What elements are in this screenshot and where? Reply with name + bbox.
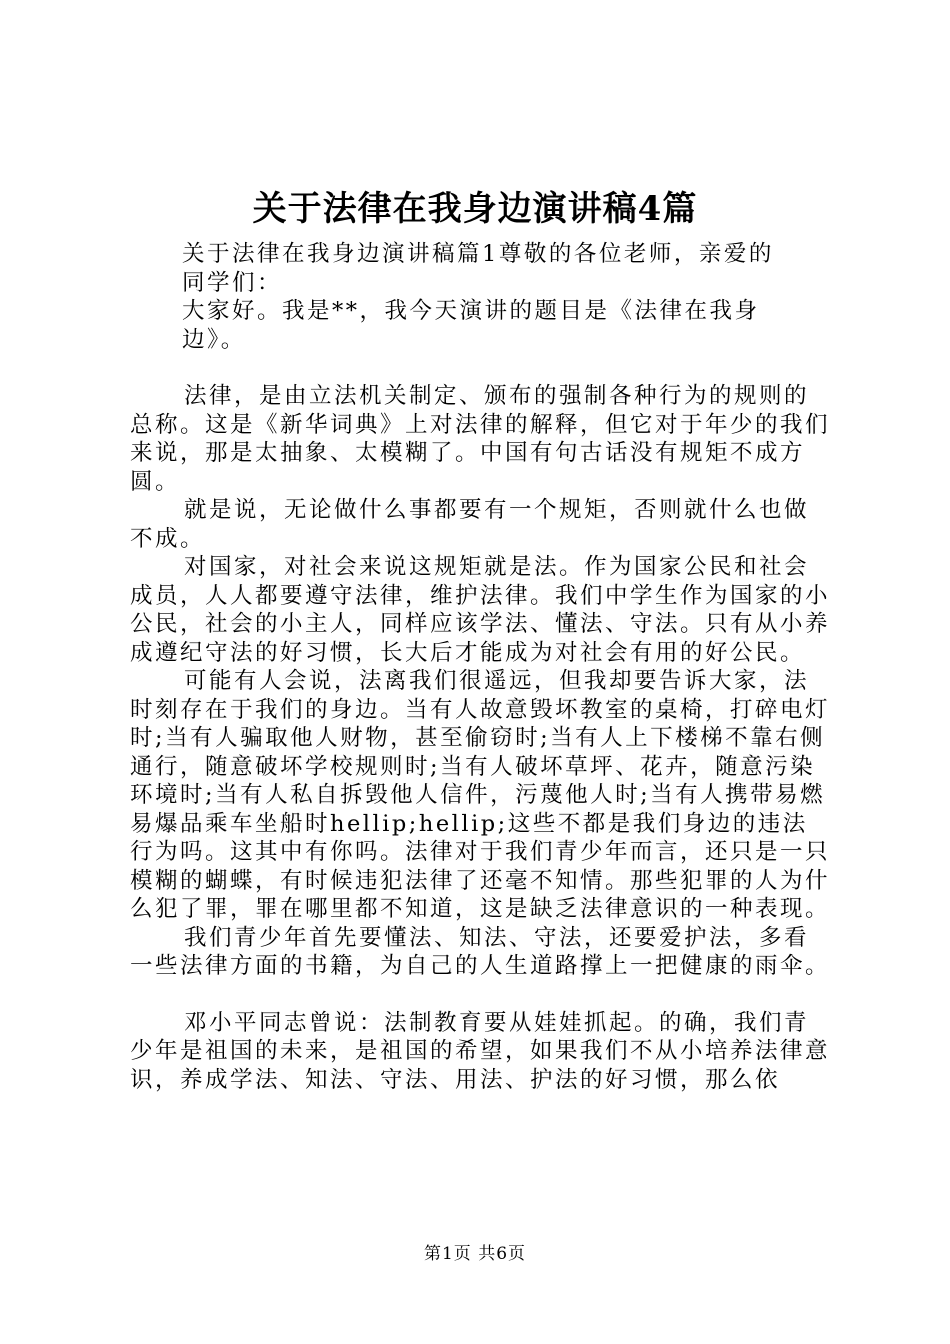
paragraph-youth: 我们青少年首先要懂法、知法、守法，还要爱护法，多看一些法律方面的书籍，为自己的人生道路撑上一把健康的雨伞。 <box>130 924 831 979</box>
paragraph-gap <box>130 981 830 1009</box>
paragraph-citizens: 对国家，对社会来说这规矩就是法。作为国家公民和社会成员，人人都要遵守法律，维护法律。我们中学生作为国家的小公民，社会的小主人，同样应该学法、懂法、守法。只有从小养成遵纪守法的好习惯，长大后才能成为对社会有用的好公民。 <box>130 554 831 666</box>
document-title: 关于法律在我身边演讲稿4篇 <box>252 189 698 229</box>
paragraph-deng-xiaoping: 邓小平同志曾说：法制教育要从娃娃抓起。的确，我们青少年是祖国的未来，是祖国的希望，如果我们不从小培养法律意识，养成学法、知法、守法、用法、护法的好习惯，那么依 <box>130 1009 831 1093</box>
paragraph-law-definition: 法律，是由立法机关制定、颁布的强制各种行为的规则的总称。这是《新华词典》上对法律的解释，但它对于年少的我们来说，那是太抽象、太模糊了。中国有句古话没有规矩不成方圆。 <box>130 383 831 495</box>
paragraph-rules: 就是说，无论做什么事都要有一个规矩，否则就什么也做不成。 <box>130 497 810 552</box>
document-body <box>130 240 830 1094</box>
page-footer: 第1页 共6页 <box>423 1244 527 1264</box>
paragraph-greeting: 大家好。我是**，我今天演讲的题目是《法律在我身边》。 <box>182 298 760 353</box>
paragraph-gap <box>130 354 830 382</box>
paragraph-law-around-us: 可能有人会说，法离我们很遥远，但我却要告诉大家，法时刻存在于我们的身边。当有人故意毁坏教室的桌椅，打碎电灯时;当有人骗取他人财物，甚至偷窃时;当有人上下楼梯不靠右侧通行，随意破坏学校规则时;当有人破坏草坪、花卉，随意污染环境时;当有人私自拆毁他人信件，污蔑他人时;当有人携带易燃易爆品乘车坐船时hellip;hellip;这些不都是我们身边的违法行为吗。这其中有你吗。法律对于我们青少年而言，还只是一只模糊的蝴蝶，有时候违犯法律了还毫不知情。那些犯罪的人为什么犯了罪，罪在哪里都不知道，这是缺乏法律意识的一种表现。 <box>130 668 831 922</box>
paragraph-intro: 关于法律在我身边演讲稿篇1尊敬的各位老师，亲爱的同学们： <box>182 241 774 296</box>
